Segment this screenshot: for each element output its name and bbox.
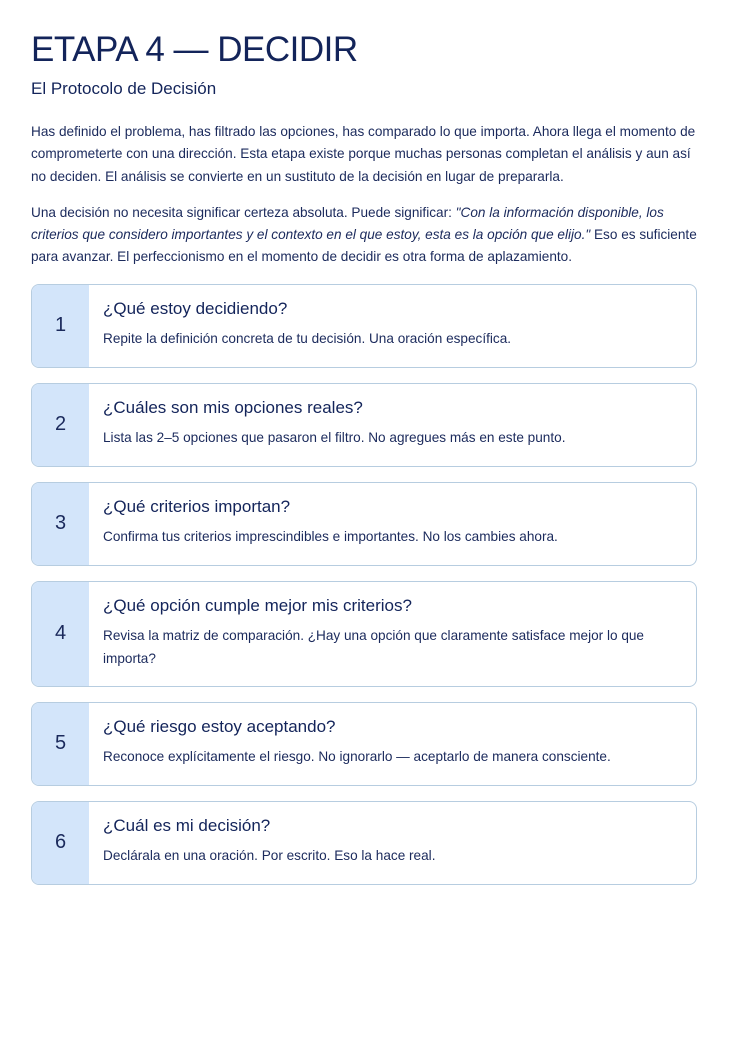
step-title: ¿Cuáles son mis opciones reales?	[103, 397, 363, 417]
step-number: 5	[32, 703, 89, 785]
step-description: Lista las 2–5 opciones que pasaron el filtro. No agregues más en este punto.	[103, 429, 566, 445]
step-body	[89, 582, 696, 686]
step-body	[89, 384, 696, 466]
step-card	[31, 581, 697, 687]
step-title: ¿Cuál es mi decisión?	[103, 815, 271, 835]
step-description: Repite la definición concreta de tu decisión. Una oración específica.	[103, 330, 512, 346]
intro-paragraph-2	[31, 202, 697, 269]
step-card	[31, 702, 697, 786]
step-card	[31, 482, 697, 566]
step-title: ¿Qué riesgo estoy aceptando?	[103, 716, 336, 736]
step-body	[89, 483, 696, 565]
step-body	[89, 802, 696, 884]
decision-steps-list	[31, 284, 697, 885]
step-description: Declárala en una oración. Por escrito. Eso la hace real.	[103, 847, 436, 863]
step-description: Revisa la matriz de comparación. ¿Hay una opción que claramente satisface mejor lo que importa?	[103, 627, 644, 666]
step-title: ¿Qué criterios importan?	[103, 496, 291, 516]
intro-paragraph-2-quote: "Con la información disponible, los criterios que considero importantes y el contexto en el que estoy, esta es la opción que elijo."	[31, 204, 664, 243]
step-number: 1	[32, 285, 89, 367]
page-title: ETAPA 4 — DECIDIR	[31, 30, 358, 69]
step-body	[89, 285, 696, 367]
intro-paragraph-2-start: Una decisión no necesita significar certeza absoluta. Puede significar:	[31, 204, 456, 220]
intro-paragraph-2-end: Eso es suficiente para avanzar. El perfeccionismo en el momento de decidir es otra forma de aplazamiento.	[31, 227, 697, 265]
page-subtitle: El Protocolo de Decisión	[31, 79, 217, 98]
step-card	[31, 284, 697, 368]
step-number: 2	[32, 384, 89, 466]
intro-paragraph-1: Has definido el problema, has filtrado las opciones, has comparado lo que importa. Ahora llega el momento de comprometerte con una dirección. Esta etapa existe porque muchas personas completan el análisis y aun así no deciden. El análisis se convierte en un sustituto de la decisión en lugar de prepararla.	[31, 124, 696, 184]
step-number: 4	[32, 582, 89, 686]
step-title: ¿Qué opción cumple mejor mis criterios?	[103, 595, 412, 615]
step-description: Confirma tus criterios imprescindibles e importantes. No los cambies ahora.	[103, 528, 558, 544]
step-title: ¿Qué estoy decidiendo?	[103, 298, 288, 318]
step-body	[89, 703, 696, 785]
step-number: 3	[32, 483, 89, 565]
step-card	[31, 801, 697, 885]
document-page	[31, 30, 697, 900]
step-description: Reconoce explícitamente el riesgo. No ignorarlo — aceptarlo de manera consciente.	[103, 748, 611, 764]
step-card	[31, 383, 697, 467]
step-number: 6	[32, 802, 89, 884]
